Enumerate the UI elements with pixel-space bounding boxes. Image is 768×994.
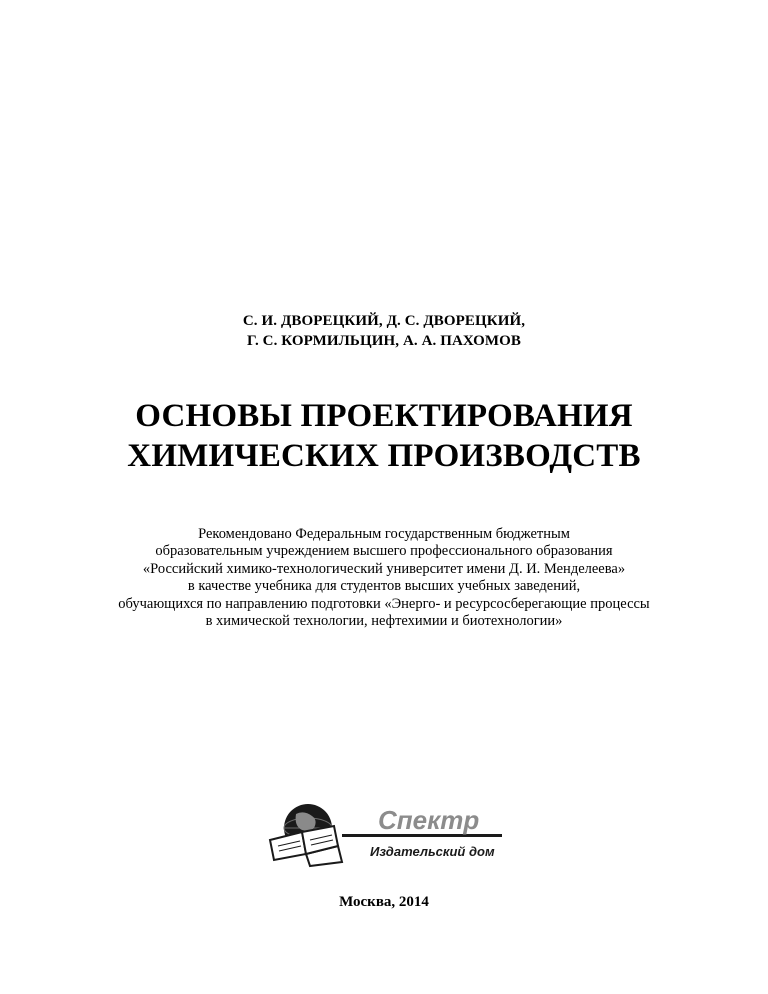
recommendation-line: в химической технологии, нефтехимии и биотехнологии»	[205, 613, 563, 630]
publisher-name: Спектр	[378, 805, 480, 835]
book-title	[0, 396, 768, 476]
globe-book-icon	[266, 800, 502, 868]
recommendation-line: обучающихся по направлению подготовки «Энерго- и ресурсосберегающие процессы	[118, 595, 650, 612]
authors-line-2: Г. С. КОРМИЛЬЦИН, А. А. ПАХОМОВ	[247, 333, 521, 349]
authors	[0, 311, 768, 351]
imprint-city-year: Москва, 2014	[339, 894, 429, 910]
publisher-logo	[266, 800, 502, 868]
recommendation-text	[0, 526, 768, 630]
recommendation-line: «Российский химико-технологический университет имени Д. И. Менделеева»	[142, 560, 626, 577]
book-title-line-2: ХИМИЧЕСКИХ ПРОИЗВОДСТВ	[127, 438, 641, 474]
recommendation-line: в качестве учебника для студентов высших учебных заведений,	[187, 578, 581, 595]
authors-line-1: С. И. ДВОРЕЦКИЙ, Д. С. ДВОРЕЦКИЙ,	[242, 313, 526, 329]
publisher-subtitle: Издательский дом	[370, 844, 495, 859]
recommendation-line: Рекомендовано Федеральным государственным бюджетным	[198, 526, 570, 542]
book-title-line-1: ОСНОВЫ ПРОЕКТИРОВАНИЯ	[135, 398, 633, 434]
recommendation-line: образовательным учреждением высшего профессионального образования	[155, 543, 613, 560]
